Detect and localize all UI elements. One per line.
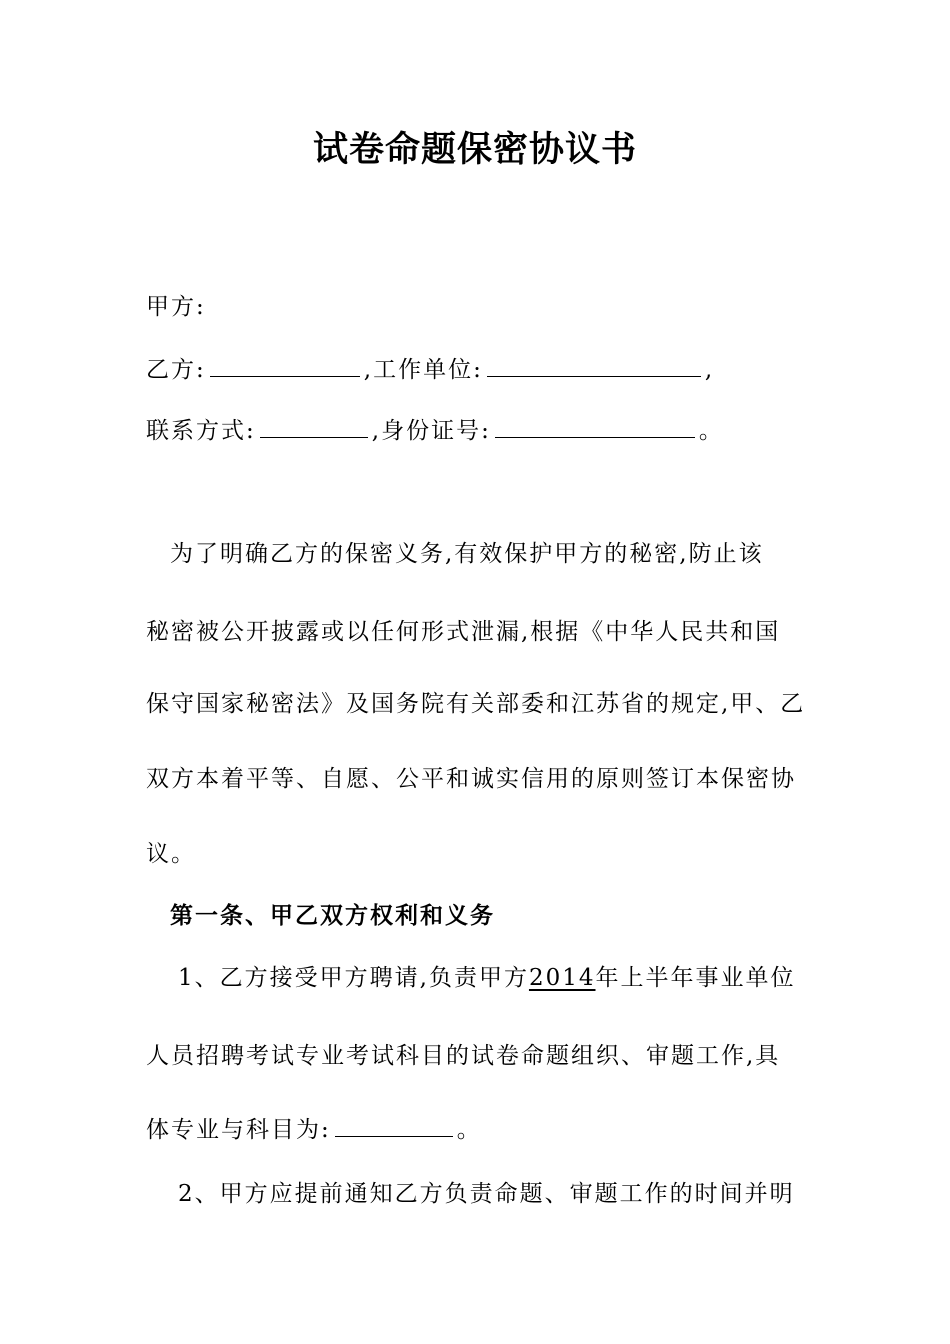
- article-1-item-1-line-3: [146, 1112, 482, 1146]
- party-b-separator: ,: [363, 357, 374, 383]
- party-b-end-punct: ,: [704, 357, 715, 383]
- subject-end-punct: 。: [456, 1117, 482, 1143]
- preamble-line-5: 议。: [146, 841, 196, 867]
- party-b-line: [146, 352, 714, 386]
- article-1-item-2-line-1: 2、甲方应提前通知乙方负责命题、审题工作的时间并明: [178, 1181, 795, 1207]
- contact-separator: ,: [371, 418, 382, 444]
- party-a-line: [146, 291, 206, 323]
- article-1-item-1-line-1: [178, 962, 796, 994]
- item-1-text-pre: 1、乙方接受甲方聘请,负责甲方: [178, 965, 529, 991]
- subject-label: 体专业与科目为:: [146, 1117, 331, 1143]
- preamble-line-4: 双方本着平等、自愿、公平和诚实信用的原则签订本保密协: [146, 766, 796, 792]
- work-unit-blank[interactable]: [487, 352, 701, 377]
- item-1-text-post: 年上半年事业单位: [595, 965, 796, 991]
- work-unit-label: 工作单位:: [373, 357, 483, 383]
- preamble-line-3: 保守国家秘密法》及国务院有关部委和江苏省的规定,甲、乙: [146, 691, 806, 717]
- article-1-heading: 第一条、甲乙双方权利和义务: [170, 902, 495, 929]
- party-b-name-blank[interactable]: [210, 352, 360, 377]
- contact-blank[interactable]: [260, 413, 368, 438]
- subject-blank[interactable]: [335, 1112, 453, 1137]
- party-b-label: 乙方:: [146, 357, 206, 383]
- id-number-blank[interactable]: [495, 413, 695, 438]
- contact-line: [146, 413, 724, 447]
- party-a-label: 甲方:: [146, 294, 206, 320]
- contact-label: 联系方式:: [146, 418, 256, 444]
- item-1-year: 2014: [528, 965, 596, 991]
- id-number-label: 身份证号:: [381, 418, 491, 444]
- contact-end-punct: 。: [698, 418, 724, 444]
- document-title: 试卷命题保密协议书: [312, 129, 637, 170]
- article-1-item-1-line-2: 人员招聘考试专业考试科目的试卷命题组织、审题工作,具: [146, 1043, 781, 1069]
- preamble-line-2: 秘密被公开披露或以任何形式泄漏,根据《中华人民共和国: [146, 619, 781, 645]
- preamble-line-1: 为了明确乙方的保密义务,有效保护甲方的秘密,防止该: [170, 541, 764, 567]
